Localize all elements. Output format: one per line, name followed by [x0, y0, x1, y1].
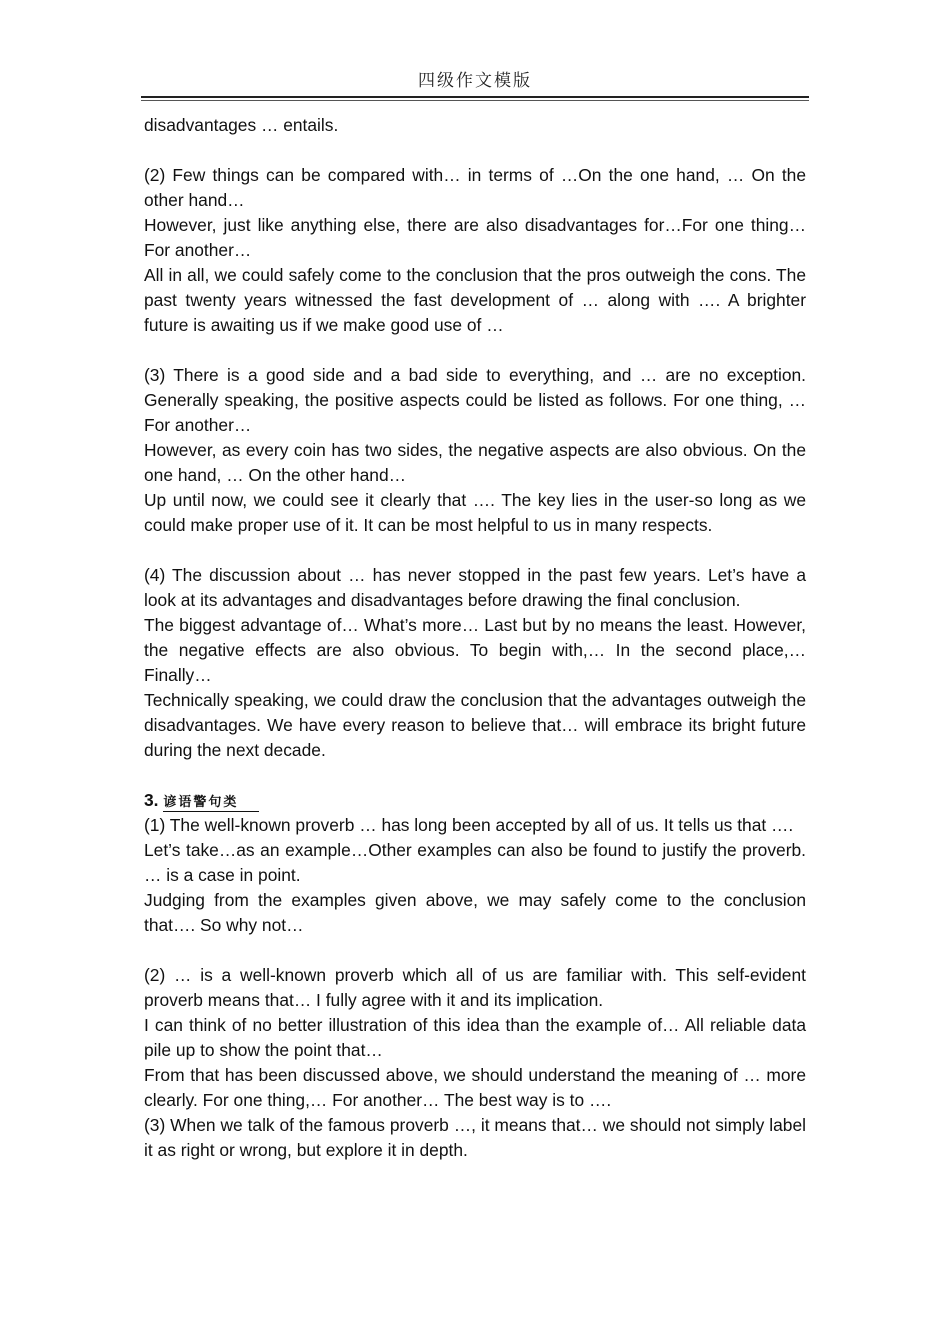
paragraph: (3) When we talk of the famous proverb …, it means that… we should not simply label it as right or wrong, but explore it in depth.: [144, 1115, 806, 1160]
paragraph-gap: [144, 138, 806, 163]
paragraph: However, just like anything else, there are also disadvantages for…For one thing… For another…: [144, 215, 806, 260]
header-rule-thin: [141, 100, 809, 101]
paragraph: Up until now, we could see it clearly that …. The key lies in the user-so long as we could make proper use of it. It can be most helpful to us in many respects.: [144, 490, 806, 535]
section-title: 谚语警句类: [163, 793, 259, 812]
paragraph: Let’s take…as an example…Other examples can also be found to justify the proverb. … is a case in point.: [144, 840, 806, 885]
paragraph: From that has been discussed above, we should understand the meaning of … more clearly. For one thing,… For another… The best way is to ….: [144, 1065, 806, 1110]
page-header-title: 四级作文模版: [418, 71, 532, 91]
paragraph: (4) The discussion about … has never stopped in the past few years. Let’s have a look at its advantages and disadvantages before drawing the final conclusion.: [144, 565, 806, 610]
section-number: 3.: [144, 790, 159, 810]
paragraph: disadvantages … entails.: [144, 115, 339, 135]
paragraph-gap: [144, 538, 806, 563]
paragraph: I can think of no better illustration of this idea than the example of… All reliable data pile up to show the point that…: [144, 1015, 806, 1060]
paragraph: Technically speaking, we could draw the conclusion that the advantages outweigh the disadvantages. We have every reason to believe that… will embrace its bright future during the next decade.: [144, 690, 806, 760]
paragraph: However, as every coin has two sides, the negative aspects are also obvious. On the one hand, … On the other hand…: [144, 440, 806, 485]
paragraph-gap: [144, 763, 806, 788]
paragraph: (2) … is a well-known proverb which all of us are familiar with. This self-evident proverb means that… I fully agree with it and its implication.: [144, 965, 806, 1010]
document-body: [144, 113, 806, 1163]
paragraph: Judging from the examples given above, we may safely come to the conclusion that…. So why not…: [144, 890, 806, 935]
paragraph: (2) Few things can be compared with… in terms of …On the one hand, … On the other hand…: [144, 165, 806, 210]
paragraph: (3) There is a good side and a bad side to everything, and … are no exception. Generally speaking, the positive aspects could be listed as follows. For one thing, … For another…: [144, 365, 806, 435]
paragraph: The biggest advantage of… What’s more… Last but by no means the least. However, the negative effects are also obvious. To begin with,… In the second place,… Finally…: [144, 615, 806, 685]
section-heading: [144, 788, 806, 813]
header-rule: [141, 96, 809, 98]
paragraph-gap: [144, 338, 806, 363]
paragraph: All in all, we could safely come to the conclusion that the pros outweigh the cons. The past twenty years witnessed the fast development of … along with …. A brighter future is awaiting us if we make good use of …: [144, 265, 806, 335]
paragraph: (1) The well-known proverb … has long been accepted by all of us. It tells us that ….: [144, 815, 794, 835]
paragraph-gap: [144, 938, 806, 963]
